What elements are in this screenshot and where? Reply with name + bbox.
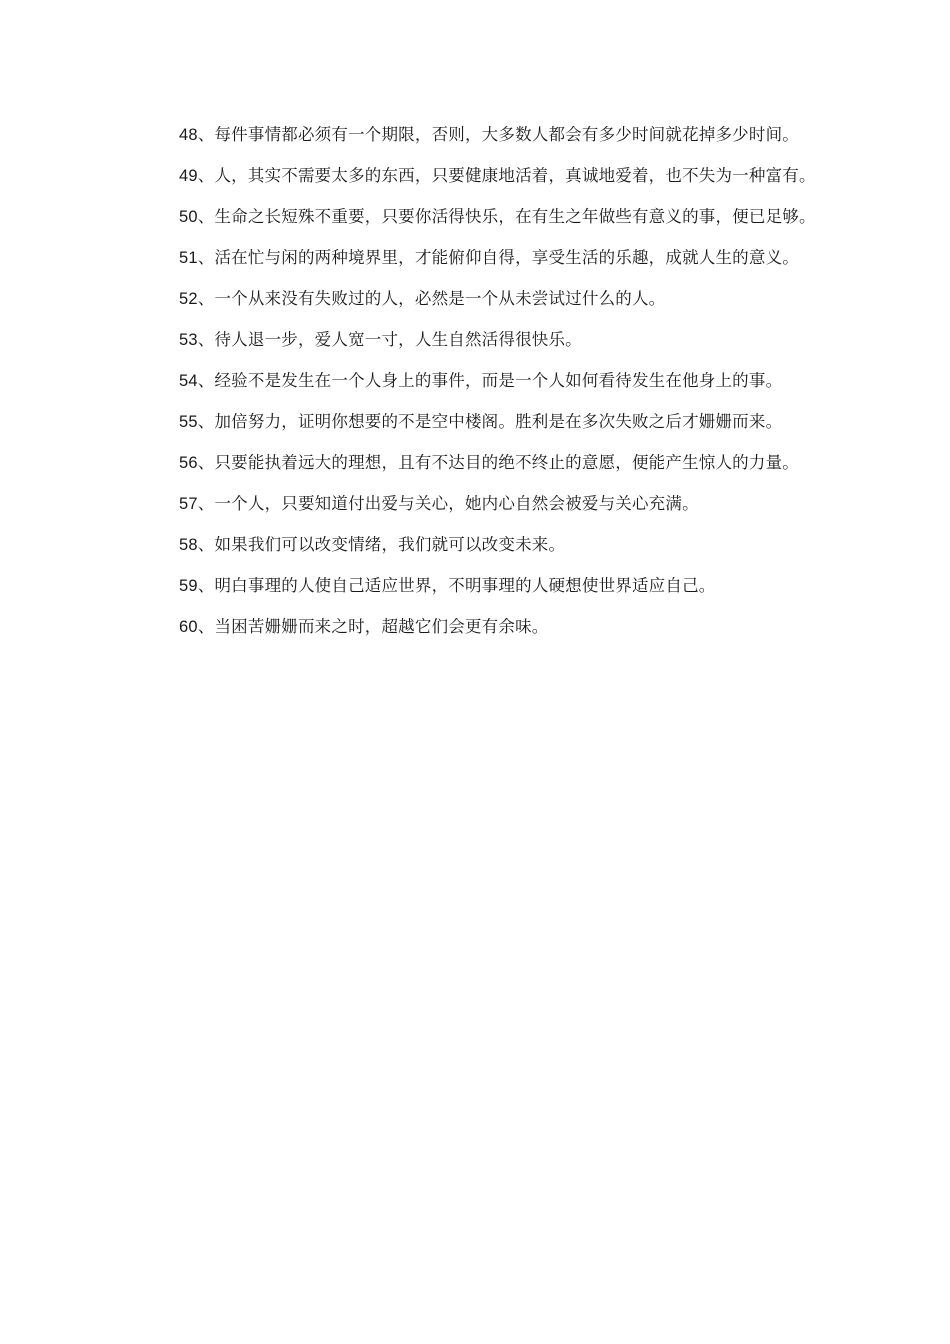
quote-number: 55 — [179, 413, 198, 431]
quote-item-57 — [143, 491, 821, 517]
quote-text: 、人，其实不需要太多的东西，只要健康地活着，真诚地爱着，也不失为一种富有。 — [197, 166, 816, 185]
quote-number: 53 — [179, 331, 198, 349]
quote-number: 60 — [179, 618, 198, 636]
quote-text: 、活在忙与闲的两种境界里，才能俯仰自得，享受生活的乐趣，成就人生的意义。 — [197, 248, 799, 267]
quote-number: 50 — [179, 208, 198, 226]
quote-item-48 — [143, 122, 821, 148]
quote-text: 、如果我们可以改变情绪，我们就可以改变未来。 — [197, 535, 566, 554]
quote-item-54 — [143, 368, 821, 394]
quote-text: 、一个从来没有失败过的人，必然是一个从未尝试过什么的人。 — [197, 289, 666, 308]
quote-item-56 — [143, 450, 821, 476]
quote-number: 56 — [179, 454, 198, 472]
quote-number: 52 — [179, 290, 198, 308]
quote-number: 48 — [179, 126, 198, 144]
quote-text: 、加倍努力，证明你想要的不是空中楼阁。胜利是在多次失败之后才姗姗而来。 — [197, 412, 783, 431]
quote-item-60 — [143, 614, 821, 640]
quote-text: 、每件事情都必须有一个期限，否则，大多数人都会有多少时间就花掉多少时间。 — [197, 125, 799, 144]
quote-item-51 — [143, 245, 821, 271]
quote-item-59 — [143, 573, 821, 599]
quote-text: 、一个人，只要知道付出爱与关心，她内心自然会被爱与关心充满。 — [197, 494, 699, 513]
quote-text: 、当困苦姗姗而来之时，超越它们会更有余味。 — [197, 617, 549, 636]
quote-text: 、待人退一步，爱人宽一寸，人生自然活得很快乐。 — [197, 330, 582, 349]
quote-item-52 — [143, 286, 821, 312]
quote-text: 、经验不是发生在一个人身上的事件，而是一个人如何看待发生在他身上的事。 — [197, 371, 783, 390]
quote-number: 51 — [179, 249, 198, 267]
quote-item-53 — [143, 327, 821, 353]
quote-item-55 — [143, 409, 821, 435]
quote-text: 、明白事理的人使自己适应世界，不明事理的人硬想使世界适应自己。 — [197, 576, 716, 595]
quote-number: 49 — [179, 167, 198, 185]
quote-number: 57 — [179, 495, 198, 513]
quote-number: 54 — [179, 372, 198, 390]
quote-text: 、生命之长短殊不重要，只要你活得快乐，在有生之年做些有意义的事，便已足够。 — [197, 207, 816, 226]
quote-list — [143, 122, 821, 655]
quote-item-50 — [143, 204, 821, 230]
quote-text: 、只要能执着远大的理想，且有不达目的绝不终止的意愿，便能产生惊人的力量。 — [197, 453, 799, 472]
quote-item-58 — [143, 532, 821, 558]
quote-number: 58 — [179, 536, 198, 554]
quote-item-49 — [143, 163, 821, 189]
quote-number: 59 — [179, 577, 198, 595]
